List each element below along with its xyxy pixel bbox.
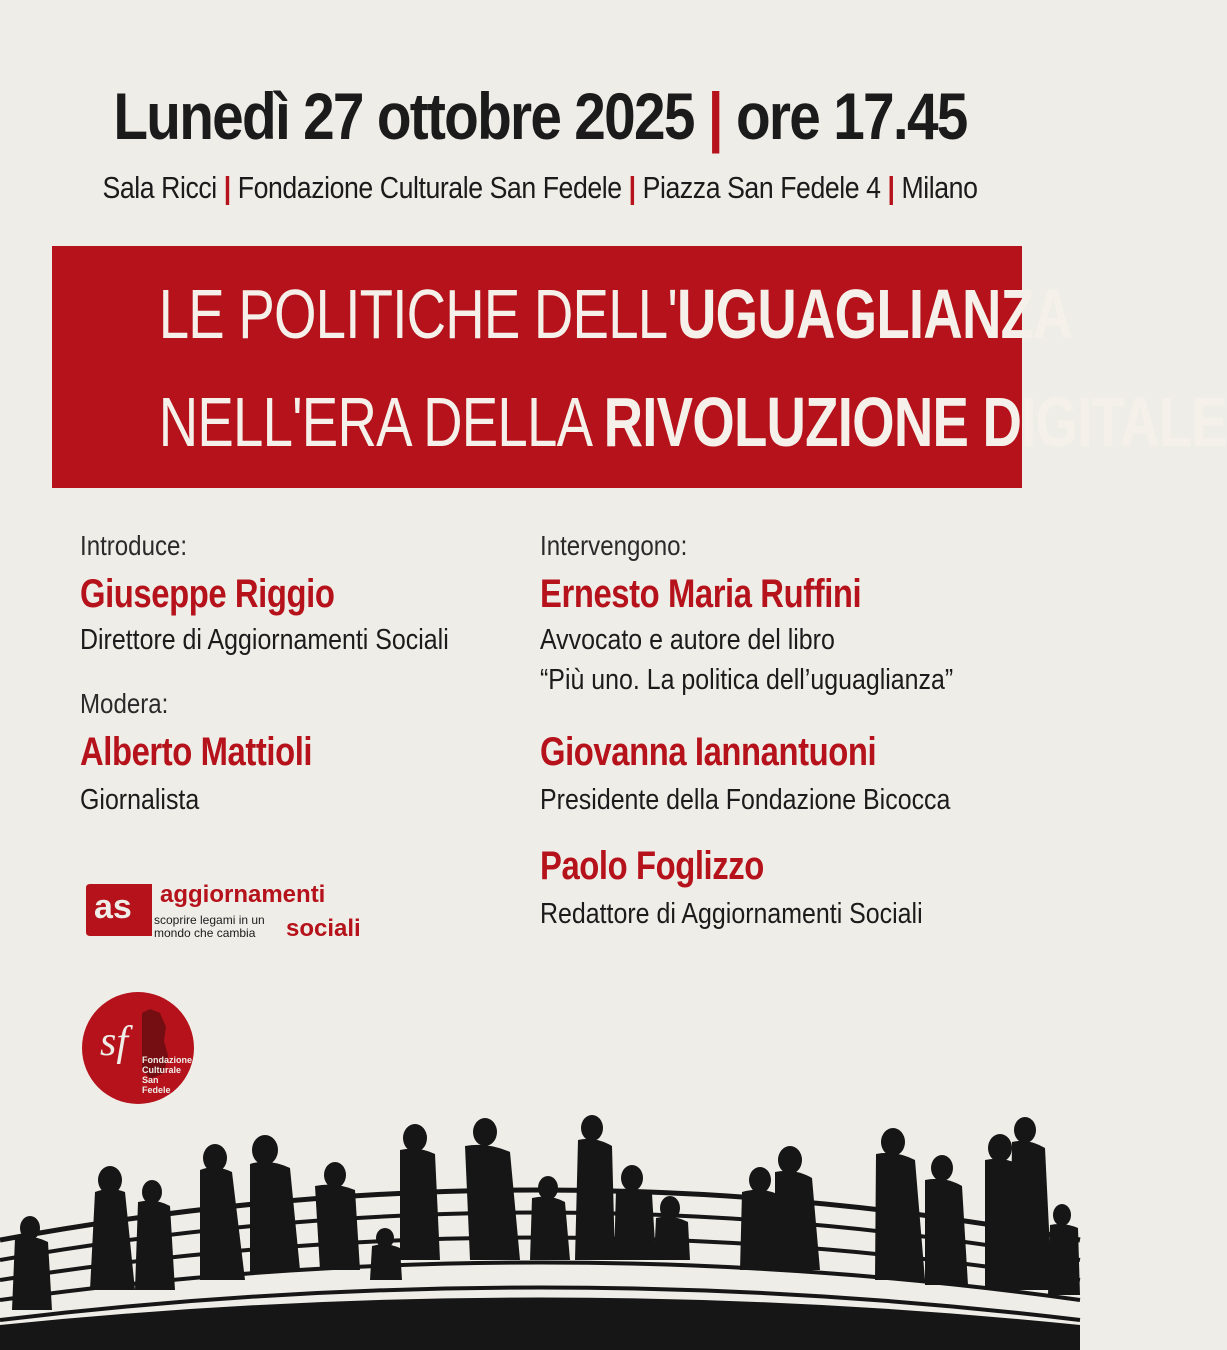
date-separator: | <box>707 79 722 153</box>
introduce-label: Introduce: <box>80 530 188 561</box>
venue-line <box>76 170 1005 206</box>
title-banner <box>52 246 1227 488</box>
modera-label: Modera: <box>80 688 169 719</box>
speaker-desc: Avvocato e autore del libro <box>540 624 835 656</box>
sf-line: San <box>142 1075 159 1085</box>
speaker-desc: Presidente della Fondazione Bicocca <box>540 784 951 816</box>
introduce-desc: Direttore di Aggiornamenti Sociali <box>80 624 449 656</box>
event-date-line <box>76 78 1005 154</box>
speaker-name: Ernesto Maria Ruffini <box>540 572 862 616</box>
speaker-name: Paolo Foglizzo <box>540 844 764 888</box>
venue-address: Piazza San Fedele 4 <box>642 170 881 205</box>
as-mark: as <box>94 888 132 926</box>
speaker-desc: Redattore di Aggiornamenti Sociali <box>540 898 923 930</box>
title-line-1 <box>158 274 1072 354</box>
venue-room: Sala Ricci <box>102 170 217 205</box>
crowd-silhouette-illustration <box>0 1120 1080 1350</box>
sf-line: Fedele <box>142 1085 171 1095</box>
title-line-2-bold: RIVOLUZIONE DIGITALE <box>603 383 1227 461</box>
venue-separator: | <box>223 170 231 205</box>
sf-line: Fondazione <box>142 1055 192 1065</box>
venue-separator: | <box>628 170 636 205</box>
modera-name: Alberto Mattioli <box>80 730 313 774</box>
event-date: Lunedì 27 ottobre 2025 <box>113 79 694 153</box>
as-tagline-2: mondo che cambia <box>154 926 256 940</box>
title-line-1-normal: LE POLITICHE DELL' <box>158 275 678 353</box>
title-line-2-normal: NELL'ERA DELLA <box>158 383 604 461</box>
speaker-name: Giovanna Iannantuoni <box>540 730 877 774</box>
as-word-2: sociali <box>286 915 361 942</box>
venue-city: Milano <box>901 170 978 205</box>
speaker-book: “Più uno. La politica dell’uguaglianza” <box>540 664 954 696</box>
venue-foundation: Fondazione Culturale San Fedele <box>237 170 622 205</box>
introduce-name: Giuseppe Riggio <box>80 572 335 616</box>
event-time: ore 17.45 <box>735 79 967 153</box>
title-line-1-bold: UGUAGLIANZA <box>677 275 1072 353</box>
sf-line: Culturale <box>142 1065 182 1075</box>
title-line-2 <box>158 382 1227 462</box>
fondazione-san-fedele-logo <box>80 993 198 1103</box>
venue-separator: | <box>887 170 895 205</box>
aggiornamenti-sociali-logo <box>82 880 382 940</box>
as-tagline-1: scoprire legami in un <box>154 913 265 927</box>
sf-mark: sf <box>100 1019 129 1065</box>
modera-desc: Giornalista <box>80 784 200 816</box>
speakers-label: Intervengono: <box>540 530 688 561</box>
as-word-1: aggiornamenti <box>160 881 326 908</box>
